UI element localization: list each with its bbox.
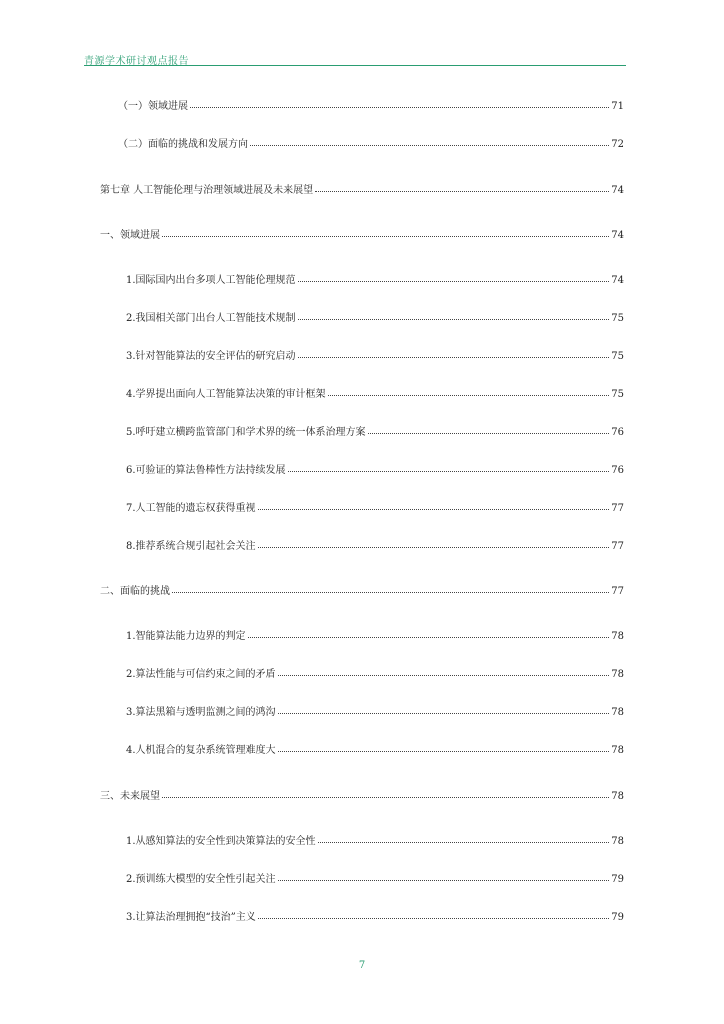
toc-entry-label: （一）领域进展 <box>118 101 188 112</box>
toc-entry-page: 75 <box>611 389 624 400</box>
toc-entry[interactable] <box>126 706 624 720</box>
toc-entry-label: 2.算法性能与可信约束之间的矛盾 <box>126 669 276 680</box>
toc-entry[interactable] <box>126 835 624 849</box>
toc-entry-page: 74 <box>611 185 624 196</box>
toc-entry[interactable] <box>126 464 624 478</box>
toc-leader-dots <box>368 425 610 434</box>
page-number: 7 <box>358 960 366 971</box>
toc-leader-dots <box>278 705 610 714</box>
toc-entry-page: 76 <box>611 427 624 438</box>
toc-entry-label: 6.可验证的算法鲁棒性方法持续发展 <box>126 465 286 476</box>
toc-entry-page: 77 <box>611 541 624 552</box>
toc-entry-label: 2.我国相关部门出台人工智能技术规制 <box>126 313 296 324</box>
toc-leader-dots <box>162 228 609 237</box>
toc-entry-label: 3.针对智能算法的安全评估的研究启动 <box>126 351 296 362</box>
toc-leader-dots <box>258 539 610 548</box>
toc-entry-page: 79 <box>611 912 624 923</box>
toc-entry-page: 78 <box>611 745 624 756</box>
header-title: 青源学术研讨观点报告 <box>84 56 189 67</box>
toc-entry-label: 第七章 人工智能伦理与治理领域进展及未来展望 <box>100 185 314 196</box>
toc-entry[interactable] <box>118 100 624 114</box>
toc-leader-dots <box>298 349 610 358</box>
toc-entry-page: 74 <box>611 275 624 286</box>
toc-leader-dots <box>298 311 610 320</box>
toc-entry-label: 3.让算法治理拥抱“技治”主义 <box>126 912 256 923</box>
toc-entry[interactable] <box>100 790 624 804</box>
toc-entry-label: 7.人工智能的遗忘权获得重视 <box>126 503 256 514</box>
toc-entry[interactable] <box>126 426 624 440</box>
toc-entry[interactable] <box>126 350 624 364</box>
toc-entry[interactable] <box>100 585 624 599</box>
toc-entry-page: 78 <box>611 669 624 680</box>
toc-entry-label: 3.算法黑箱与透明监测之间的鸿沟 <box>126 707 276 718</box>
toc-entry[interactable] <box>126 873 624 887</box>
toc-leader-dots <box>250 137 609 146</box>
toc-entry[interactable] <box>126 630 624 644</box>
toc-leader-dots <box>288 463 610 472</box>
toc-entry-label: 1.智能算法能力边界的判定 <box>126 631 246 642</box>
toc-leader-dots <box>315 183 609 192</box>
toc-entry-page: 77 <box>611 586 624 597</box>
toc-entry-label: 8.推荐系统合规引起社会关注 <box>126 541 256 552</box>
toc-entry-page: 79 <box>611 874 624 885</box>
toc-leader-dots <box>278 667 610 676</box>
toc-entry[interactable] <box>100 184 624 198</box>
toc-entry-page: 78 <box>611 707 624 718</box>
toc-entry-page: 74 <box>611 230 624 241</box>
toc-entry-page: 77 <box>611 503 624 514</box>
toc-entry[interactable] <box>126 312 624 326</box>
toc-entry-page: 72 <box>611 139 624 150</box>
toc-leader-dots <box>278 743 610 752</box>
toc-leader-dots <box>328 387 610 396</box>
toc-leader-dots <box>172 584 609 593</box>
toc-entry-label: 1.国际国内出台多项人工智能伦理规范 <box>126 275 296 286</box>
toc-entry-page: 75 <box>611 313 624 324</box>
toc-entry-label: 5.呼吁建立横跨监管部门和学术界的统一体系治理方案 <box>126 427 366 438</box>
toc-entry-page: 78 <box>611 836 624 847</box>
toc-entry[interactable] <box>118 138 624 152</box>
toc-leader-dots <box>190 99 609 108</box>
toc-entry-label: （二）面临的挑战和发展方向 <box>118 139 248 150</box>
toc-entry[interactable] <box>126 744 624 758</box>
header-rule <box>84 65 626 66</box>
toc-entry-label: 4.学界提出面向人工智能算法决策的审计框架 <box>126 389 326 400</box>
toc-entry-label: 4.人机混合的复杂系统管理难度大 <box>126 745 276 756</box>
toc-entry[interactable] <box>126 911 624 925</box>
toc-leader-dots <box>298 273 610 282</box>
toc-entry[interactable] <box>126 668 624 682</box>
toc-entry-label: 二、面临的挑战 <box>100 586 170 597</box>
toc-entry-page: 76 <box>611 465 624 476</box>
toc-entry[interactable] <box>126 388 624 402</box>
toc-entry[interactable] <box>126 274 624 288</box>
toc-entry-label: 2.预训练大模型的安全性引起关注 <box>126 874 276 885</box>
toc-entry-page: 78 <box>611 631 624 642</box>
toc-entry[interactable] <box>100 229 624 243</box>
toc-leader-dots <box>278 872 610 881</box>
toc-entry-page: 78 <box>611 791 624 802</box>
toc-entry-label: 三、未来展望 <box>100 791 160 802</box>
toc-entry-page: 71 <box>611 101 624 112</box>
toc-entry-label: 1.从感知算法的安全性到决策算法的安全性 <box>126 836 316 847</box>
toc-leader-dots <box>258 910 610 919</box>
toc-leader-dots <box>248 629 610 638</box>
toc-entry[interactable] <box>126 502 624 516</box>
toc-leader-dots <box>318 834 610 843</box>
toc-entry-label: 一、领域进展 <box>100 230 160 241</box>
toc-leader-dots <box>162 789 609 798</box>
toc-entry-page: 75 <box>611 351 624 362</box>
toc-leader-dots <box>258 501 610 510</box>
toc-entry[interactable] <box>126 540 624 554</box>
